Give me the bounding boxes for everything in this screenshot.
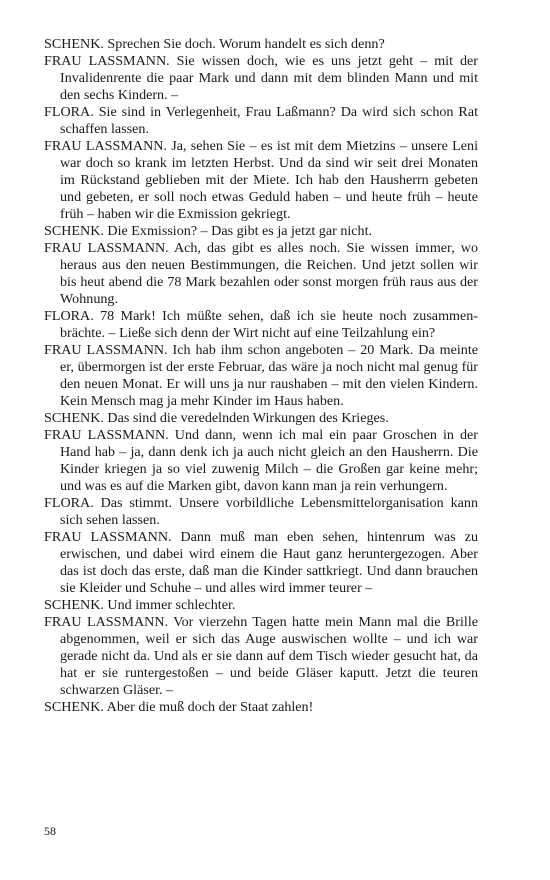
speech-paragraph: FRAU LASSMANN. Sie wissen doch, wie es uns jetzt geht – mit der Invalidenrente die paar Mark und dann mit dem blinden Mann und mit den sechs Kindern. –	[44, 53, 478, 103]
speech-paragraph: FLORA. Das stimmt. Unsere vorbildliche Lebensmittelorganisation kann sich sehen lassen.	[44, 495, 478, 528]
speech-paragraph: FLORA. Sie sind in Verlegenheit, Frau Laßmann? Da wird sich schon Rat schaffen lassen.	[44, 104, 478, 137]
speech-paragraph: FRAU LASSMANN. Vor vierzehn Tagen hatte mein Mann mal die Brille abgenommen, weil er sich das Auge auswischen wollte – und ich war gerade nicht da. Und als er sie dann auf dem Tisch wieder gesucht hat, da hat er sie runtergestoßen – und beide Gläser kaputt. Jetzt die teuren schwarzen Gläser. –	[44, 614, 478, 698]
speech-paragraph: FLORA. 78 Mark! Ich müßte sehen, daß ich sie heute noch zusammenbrächte. – Ließe sich denn der Wirt nicht auf eine Teilzahlung ein?	[44, 308, 478, 341]
speech-paragraph: FRAU LASSMANN. Und dann, wenn ich mal ein paar Groschen in der Hand hab – ja, dann denk ich ja auch nicht gleich an den Hausherrn. Die Kinder kriegen ja so viel zuwenig Milch – die Großen gar keine mehr; und was es auf die Marken gibt, davon kann man ja rein verhungern.	[44, 427, 478, 494]
speech-paragraph: SCHENK. Die Exmission? – Das gibt es ja jetzt gar nicht.	[44, 223, 373, 239]
speech-paragraph: SCHENK. Sprechen Sie doch. Worum handelt es sich denn?	[44, 36, 385, 52]
speech-paragraph: FRAU LASSMANN. Ja, sehen Sie – es ist mit dem Mietzins – unsere Leni war doch so krank im letzten Herbst. Und da sind wir seit drei Monaten im Rückstand geblieben mit der Miete. Ich hab den Hausherrn gebeten und gebeten, er soll noch etwas Geduld haben – und heute früh – heute früh – haben wir die Exmission gekriegt.	[44, 138, 478, 222]
speech-paragraph: FRAU LASSMANN. Ach, das gibt es alles noch. Sie wissen immer, wo heraus aus den neuen Bestimmungen, die Reichen. Und jetzt sollen wir bis heut abend die 78 Mark bezahlen oder sonst morgen früh raus aus der Wohnung.	[44, 240, 478, 307]
speech-paragraph: SCHENK. Und immer schlechter.	[44, 597, 236, 613]
page-number: 58	[44, 824, 56, 838]
speech-paragraph: FRAU LASSMANN. Dann muß man eben sehen, hintenrum was zu erwischen, und dabei wird einem die Haut ganz heruntergezogen. Aber das ist doch das erste, daß man die Kinder sattkriegt. Und dann brauchen sie Kleider und Schuhe – und alles wird immer teurer –	[44, 529, 478, 596]
speech-paragraph: SCHENK. Das sind die veredelnden Wirkungen des Krieges.	[44, 410, 389, 426]
page-text	[44, 36, 478, 716]
speech-paragraph: SCHENK. Aber die muß doch der Staat zahlen!	[44, 699, 314, 715]
speech-paragraph: FRAU LASSMANN. Ich hab ihm schon angeboten – 20 Mark. Da meinte er, übermorgen ist der erste Februar, das wäre ja noch nicht mal genug für den neuen Monat. Er will uns ja nur raushaben – mit den vielen Kindern. Kein Mensch mag ja mehr Kinder im Haus haben.	[44, 342, 478, 409]
